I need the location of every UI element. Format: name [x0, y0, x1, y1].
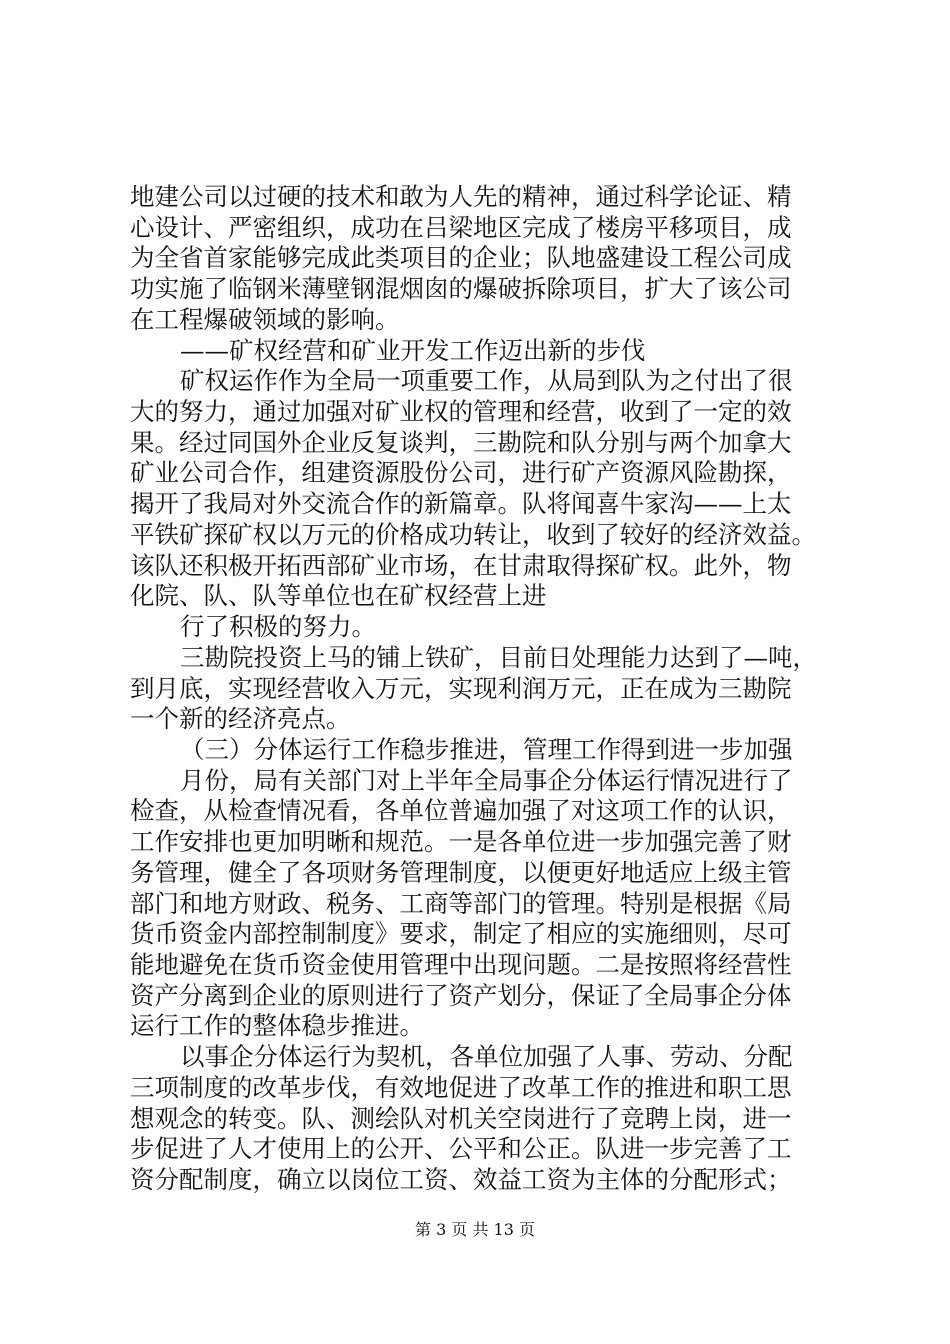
body-text-line: 心设计、严密组织，成功在吕梁地区完成了楼房平移项目，成 — [130, 212, 792, 242]
body-text-line: 功实施了临钢米薄壁钢混烟囱的爆破拆除项目，扩大了该公司 — [130, 274, 792, 304]
paragraph-first-line: 矿权运作作为全局一项重要工作，从局到队为之付出了很 — [180, 366, 793, 396]
body-text-line: 一个新的经济亮点。 — [130, 704, 351, 734]
body-text-line: 资分配制度，确立以岗位工资、效益工资为主体的分配形式； — [130, 1165, 792, 1194]
body-text-line: 检查，从检查情况看，各单位普遍加强了对这项工作的认识， — [130, 796, 792, 826]
body-text-line: 矿业公司合作，组建资源股份公司，进行矿产资源风险勘探， — [130, 458, 792, 488]
body-text-line: 部门和地方财政、税务、工商等部门的管理。特别是根据《局 — [130, 888, 792, 918]
body-text-line: 到月底，实现经营收入万元，实现利润万元，正在成为三勘院 — [130, 673, 792, 703]
body-text-line: 该队还积极开拓西部矿业市场，在甘肃取得探矿权。此外，物 — [130, 550, 792, 580]
body-text-line: 步促进了人才使用上的公开、公平和公正。队进一步完善了工 — [130, 1134, 792, 1164]
page-number-footer: 第 3 页 共 13 页 — [415, 1220, 535, 1239]
body-text-line: 三项制度的改革步伐，有效地促进了改革工作的推进和职工思 — [130, 1072, 792, 1102]
body-text-line: 大的努力，通过加强对矿业权的管理和经营，收到了一定的效 — [130, 397, 792, 427]
body-text-line: 工作安排也更加明晰和规范。一是各单位进一步加强完善了财 — [130, 827, 792, 857]
body-text-line: 务管理，健全了各项财务管理制度，以便更好地适应上级主管 — [130, 857, 792, 887]
body-text-line: 资产分离到企业的原则进行了资产划分，保证了全局事企分体 — [130, 980, 792, 1010]
body-text-line: 化院、队、队等单位也在矿权经营上进 — [130, 581, 547, 611]
body-text-line: 为全省首家能够完成此类项目的企业；队地盛建设工程公司成 — [130, 243, 792, 273]
body-text-line: 地建公司以过硬的技术和敢为人先的精神，通过科学论证、精 — [130, 182, 792, 211]
paragraph-first-line: 行了积极的努力。 — [180, 612, 376, 642]
paragraph-first-line: 三勘院投资上马的铺上铁矿，目前日处理能力达到了—吨， — [180, 642, 817, 672]
paragraph-first-line: 以事企分体运行为契机，各单位加强了人事、劳动、分配 — [180, 1042, 793, 1072]
body-text-line: 想观念的转变。队、测绘队对机关空岗进行了竞聘上岗，进一 — [130, 1103, 792, 1133]
body-text-line: 货币资金内部控制制度》要求，制定了相应的实施细则，尽可 — [130, 919, 792, 949]
paragraph-first-line: 月份，局有关部门对上半年全局事企分体运行情况进行了 — [180, 765, 793, 795]
body-text-line: 在工程爆破领域的影响。 — [130, 304, 400, 334]
section-heading: （三）分体运行工作稳步推进，管理工作得到进一步加强 — [180, 734, 793, 764]
body-text-line: 平铁矿探矿权以万元的价格成功转让，收到了较好的经济效益。 — [130, 519, 816, 549]
body-text-line: 揭开了我局对外交流合作的新篇章。队将闻喜牛家沟——上太 — [130, 489, 792, 519]
body-text-line: 能地避免在货币资金使用管理中出现问题。二是按照将经营性 — [130, 949, 792, 979]
body-text-line: 运行工作的整体稳步推进。 — [130, 1011, 424, 1041]
body-text-line: 果。经过同国外企业反复谈判，三勘院和队分别与两个加拿大 — [130, 427, 792, 457]
section-heading: ——矿权经营和矿业开发工作迈出新的步伐 — [180, 335, 646, 365]
